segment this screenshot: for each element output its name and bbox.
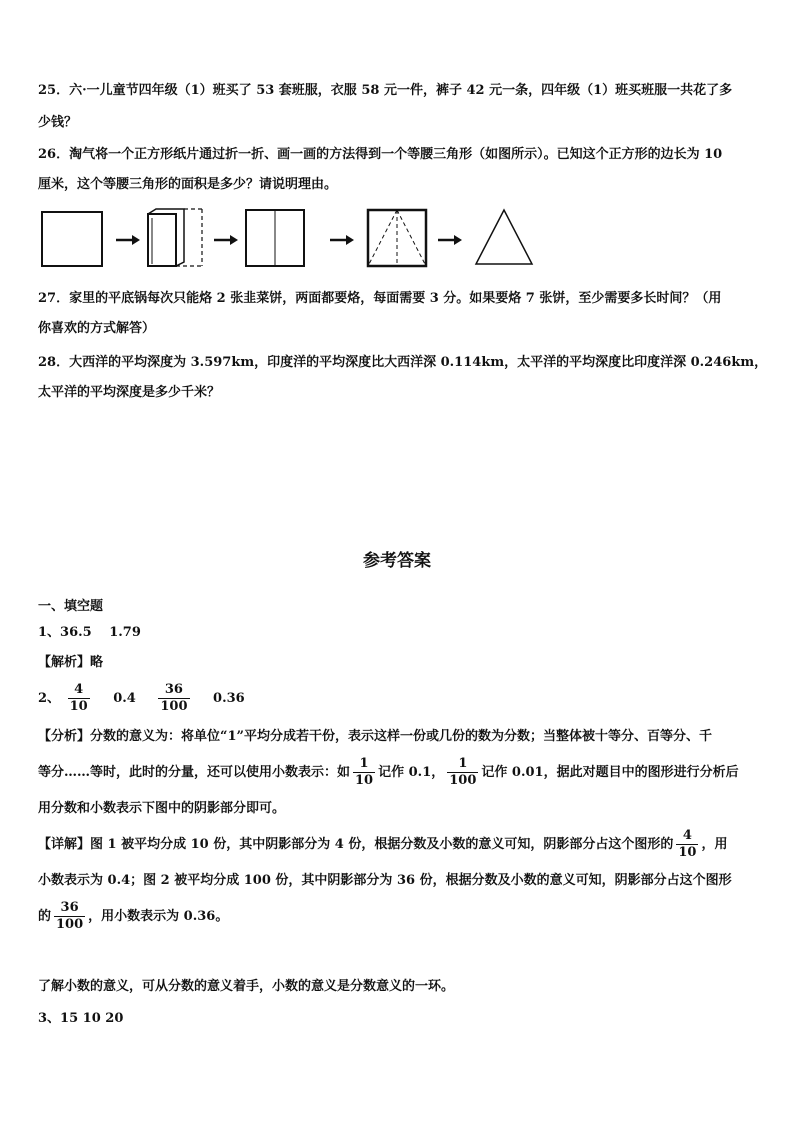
analysis-line-3: 用分数和小数表示下图中的阴影部分即可。	[38, 801, 286, 816]
question-28-line-2: 太平洋的平均深度是多少千米？	[38, 385, 221, 400]
question-27-line-1: 27．家里的平底锅每次只能烙 2 张韭菜饼，两面都要烙，每面需要 3 分。如果要烙 7 张饼，至少需要多长时间？（用	[38, 291, 722, 306]
question-25-line-2: 少钱？	[38, 115, 78, 130]
folding-diagram	[38, 206, 558, 270]
isosceles-triangle	[476, 210, 532, 264]
fraction-36-100: $\frac{36}{100}$	[56, 900, 84, 932]
answer-3: 3、15 10 20	[38, 1011, 124, 1026]
analysis-line-2: 等分……等时，此时的分量，还可以使用小数表示：如 $\frac{1}{10}$ 记作 0.1， $\frac{1}{100}$ 记作 0.01，据此对题目中的图形进行分析后	[38, 756, 739, 788]
fraction-36-100: $\frac{36}{100}$	[160, 682, 188, 714]
answer-2-note: 了解小数的意义，可从分数的意义着手，小数的意义是分数意义的一环。	[38, 979, 455, 994]
question-26-line-1: 26．淘气将一个正方形纸片通过折一折、画一画的方法得到一个等腰三角形（如图所示）。已知这个正方形的边长为 10	[38, 147, 723, 162]
answer-1-analysis: 【解析】略	[38, 655, 104, 670]
question-26-line-2: 厘米，这个等腰三角形的面积是多少？请说明理由。	[38, 177, 338, 192]
answer-2	[38, 682, 758, 716]
question-27-line-2: 你喜欢的方式解答）	[38, 321, 156, 336]
detail-line-1: 【详解】图 1 被平均分成 10 份，其中阴影部分为 4 份，根据分数及小数的意义可知，阴影部分占这个图形的 $\frac{4}{10}$ ，用	[38, 828, 728, 860]
answer-2-prefix: 2、	[38, 691, 61, 706]
answer-2-value-1: 0.4	[113, 691, 136, 706]
arrow-icon	[214, 235, 238, 245]
arrow-icon	[438, 235, 462, 245]
folding-paper	[148, 209, 202, 266]
fraction-4-10: $\frac{4}{10}$	[678, 828, 697, 860]
question-28-line-1: 28．大西洋的平均深度为 3.597km，印度洋的平均深度比大西洋深 0.114km，太平洋的平均深度比印度洋深 0.246km，	[38, 355, 768, 370]
answer-2-value-2: 0.36	[213, 691, 245, 706]
answers-title: 参考答案	[363, 551, 431, 571]
analysis-line-1: 【分析】分数的意义为：将单位“1”平均分成若干份，表示这样一份或几份的数为分数；当整体被十等分、百等分、千	[38, 729, 713, 744]
square-with-triangle	[368, 210, 426, 266]
arrow-icon	[330, 235, 354, 245]
fraction-1-100: $\frac{1}{100}$	[449, 756, 477, 788]
square-paper	[42, 212, 102, 266]
section-heading: 一、填空题	[38, 599, 104, 614]
creased-square	[246, 210, 304, 266]
detail-line-2: 小数表示为 0.4；图 2 被平均分成 100 份，其中阴影部分为 36 份，根据分数及小数的意义可知，阴影部分占这个图形	[38, 873, 732, 888]
fraction-1-10: $\frac{1}{10}$	[355, 756, 374, 788]
answer-1: 1、36.5 1.79	[38, 625, 141, 640]
arrow-icon	[116, 235, 140, 245]
fraction-4-10: $\frac{4}{10}$	[69, 682, 88, 714]
question-25-line-1: 25．六·一儿童节四年级（1）班买了 53 套班服，衣服 58 元一件，裤子 42 元一条，四年级（1）班买班服一共花了多	[38, 83, 733, 98]
detail-line-3: 的 $\frac{36}{100}$ ，用小数表示为 0.36。	[38, 900, 229, 932]
